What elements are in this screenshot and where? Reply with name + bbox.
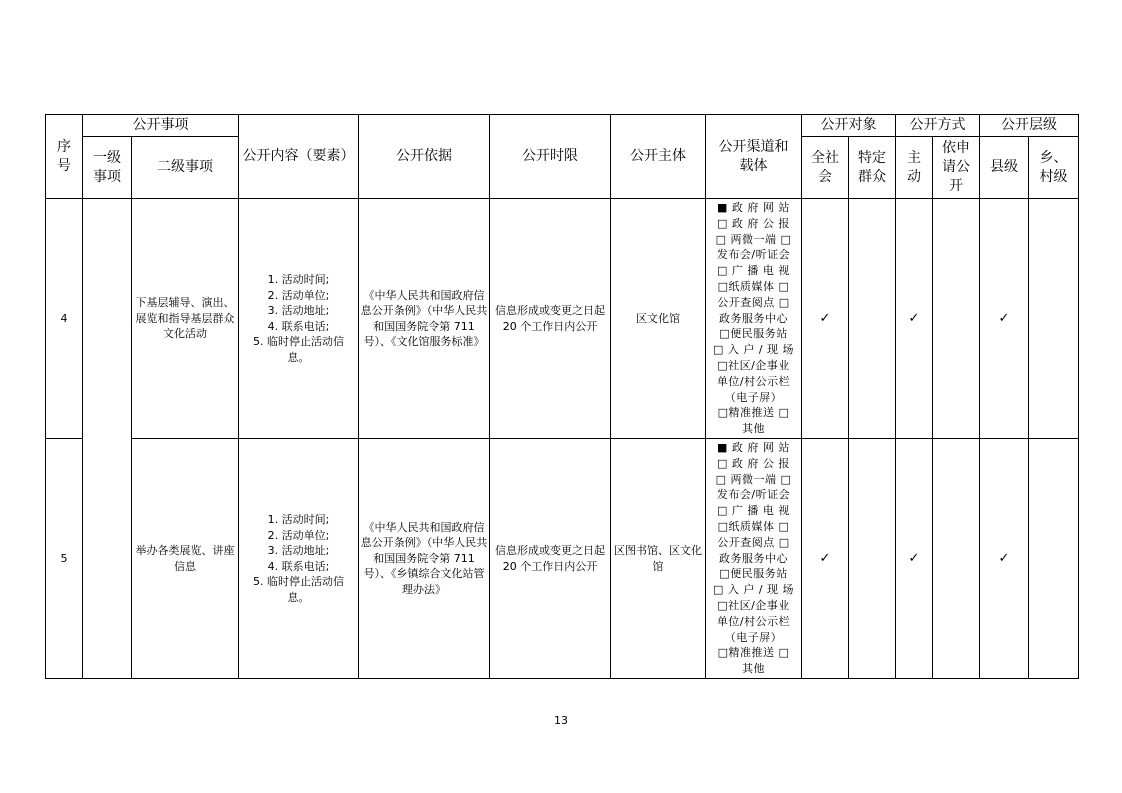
header-level1 — [83, 137, 132, 199]
channel-line: 发布会/听证会 — [716, 488, 791, 502]
header-method-active — [896, 137, 933, 199]
row-level-county-check: ✓ — [980, 439, 1029, 679]
row-basis: 《中华人民共和国政府信息公开条例》（中华人民共和国国务院令第 711 号）、《乡镇综合文化站管理办法》 — [359, 439, 490, 679]
header-time-limit: 公开时限 — [490, 115, 611, 199]
header-seq-char1: 序 — [57, 138, 71, 155]
header-level-town-line1: 乡、 — [1039, 149, 1068, 166]
header-seq — [46, 115, 83, 199]
content-line: 2. 活动单位; — [267, 528, 330, 542]
header-target-all-line1: 全社 — [811, 149, 839, 166]
channel-line: 单位/村公示栏 — [716, 374, 791, 388]
row-subject: 区图书馆、区文化馆 — [611, 439, 706, 679]
row-channel — [706, 439, 802, 679]
header-method: 公开方式 — [896, 115, 980, 137]
channel-line: ■ 政 府 网 站 — [717, 441, 790, 455]
channel-line: □便民服务站 — [719, 567, 788, 581]
header-channel — [706, 115, 802, 199]
row-subject: 区文化馆 — [611, 199, 706, 439]
row-method-apply-check — [933, 439, 980, 679]
header-target-specific-line2: 群众 — [858, 168, 886, 185]
channel-line: 公开查阅点 □ — [717, 535, 790, 549]
header-level-county: 县级 — [980, 137, 1029, 199]
row-method-active-check: ✓ — [896, 439, 933, 679]
header-method-apply-line3: 开 — [949, 178, 963, 194]
channel-line: □ 两微一端 □ — [715, 232, 792, 246]
row-level-town-check — [1029, 199, 1079, 439]
header-target-specific-line1: 特定 — [858, 149, 886, 166]
header-content: 公开内容（要素） — [239, 115, 359, 199]
channel-line: 公开查阅点 □ — [717, 295, 790, 309]
channel-line: 政务服务中心 — [719, 311, 788, 325]
row-level2: 举办各类展览、讲座信息 — [132, 439, 239, 679]
content-line: 2. 活动单位; — [267, 288, 330, 302]
channel-line: （电子屏） — [724, 630, 783, 644]
row-level2: 下基层辅导、演出、展览和指导基层群众文化活动 — [132, 199, 239, 439]
header-level1-line2: 事项 — [93, 168, 121, 185]
row-seq: 5 — [46, 439, 83, 679]
content-line: 3. 活动地址; — [267, 544, 330, 557]
content-line: 4. 联系电话; — [267, 319, 330, 333]
content-line: 5. 临时停止活动信 — [253, 575, 344, 588]
row-channel — [706, 199, 802, 439]
row-time-limit: 信息形成或变更之日起 20 个工作日内公开 — [490, 439, 611, 679]
content-line: 息。 — [287, 590, 310, 604]
header-level-town — [1029, 137, 1079, 199]
row-target-all-check: ✓ — [802, 199, 849, 439]
content-line: 5. 临时停止活动信 — [253, 335, 344, 348]
header-basis: 公开依据 — [359, 115, 490, 199]
row-content — [239, 199, 359, 439]
row-level-town-check — [1029, 439, 1079, 679]
channel-line: □社区/企事业 — [717, 358, 790, 372]
content-line: 3. 活动地址; — [267, 304, 330, 317]
row-target-specific-check — [849, 199, 896, 439]
channel-line: 其他 — [742, 662, 765, 676]
row-content — [239, 439, 359, 679]
channel-line: □ 政 府 公 报 — [717, 456, 790, 470]
channel-line: □精准推送 □ — [717, 406, 790, 420]
header-channel-line2: 载体 — [739, 157, 768, 174]
header-level2: 二级事项 — [132, 137, 239, 199]
header-level-town-line2: 村级 — [1039, 168, 1068, 185]
content-line: 1. 活动时间; — [267, 513, 330, 526]
row-basis: 《中华人民共和国政府信息公开条例》（中华人民共和国国务院令第 711 号）、《文化馆服务标准》 — [359, 199, 490, 439]
page-number: 13 — [554, 714, 568, 727]
channel-line: □ 入 户 / 现 场 — [712, 583, 795, 597]
header-target-all — [802, 137, 849, 199]
channel-line: □ 广 播 电 视 — [717, 504, 790, 518]
channel-line: □纸质媒体 □ — [717, 520, 790, 533]
channel-line: □ 入 户 / 现 场 — [712, 343, 795, 357]
header-level: 公开层级 — [980, 115, 1079, 137]
header-target: 公开对象 — [802, 115, 896, 137]
row-time-limit: 信息形成或变更之日起 20 个工作日内公开 — [490, 199, 611, 439]
channel-line: □社区/企事业 — [717, 598, 790, 612]
header-target-all-line2: 会 — [818, 168, 832, 185]
channel-line: □精准推送 □ — [717, 646, 790, 660]
header-level1-line1: 一级 — [93, 149, 121, 166]
table-row — [46, 439, 1079, 679]
channel-line: （电子屏） — [724, 390, 783, 404]
channel-line: ■ 政 府 网 站 — [717, 201, 790, 215]
table-row — [46, 199, 1079, 439]
header-method-apply — [933, 137, 980, 199]
channel-line: 其他 — [742, 422, 765, 436]
row-seq: 4 — [46, 199, 83, 439]
header-open-items: 公开事项 — [83, 115, 239, 137]
disclosure-table — [45, 114, 1079, 679]
header-channel-line1: 公开渠道和 — [718, 138, 789, 155]
header-method-apply-line2: 请公 — [942, 159, 970, 175]
header-subject: 公开主体 — [611, 115, 706, 199]
channel-line: 发布会/听证会 — [716, 248, 791, 262]
row-level1 — [83, 199, 132, 679]
header-method-active-line2: 动 — [907, 168, 921, 185]
channel-line: □纸质媒体 □ — [717, 280, 790, 293]
header-method-active-line1: 主 — [907, 149, 921, 166]
row-target-all-check: ✓ — [802, 439, 849, 679]
header-target-specific — [849, 137, 896, 199]
content-line: 1. 活动时间; — [267, 273, 330, 286]
row-method-active-check: ✓ — [896, 199, 933, 439]
channel-line: □ 两微一端 □ — [715, 472, 792, 486]
row-method-apply-check — [933, 199, 980, 439]
channel-line: 政务服务中心 — [719, 551, 788, 565]
header-row-1 — [46, 115, 1079, 137]
row-target-specific-check — [849, 439, 896, 679]
header-seq-char2: 号 — [57, 157, 71, 174]
content-line: 息。 — [287, 350, 310, 364]
channel-line: 单位/村公示栏 — [716, 614, 791, 628]
channel-line: □便民服务站 — [719, 327, 788, 341]
row-level-county-check: ✓ — [980, 199, 1029, 439]
content-line: 4. 联系电话; — [267, 559, 330, 573]
channel-line: □ 政 府 公 报 — [717, 216, 790, 230]
channel-line: □ 广 播 电 视 — [717, 264, 790, 278]
header-method-apply-line1: 依申 — [942, 140, 970, 156]
